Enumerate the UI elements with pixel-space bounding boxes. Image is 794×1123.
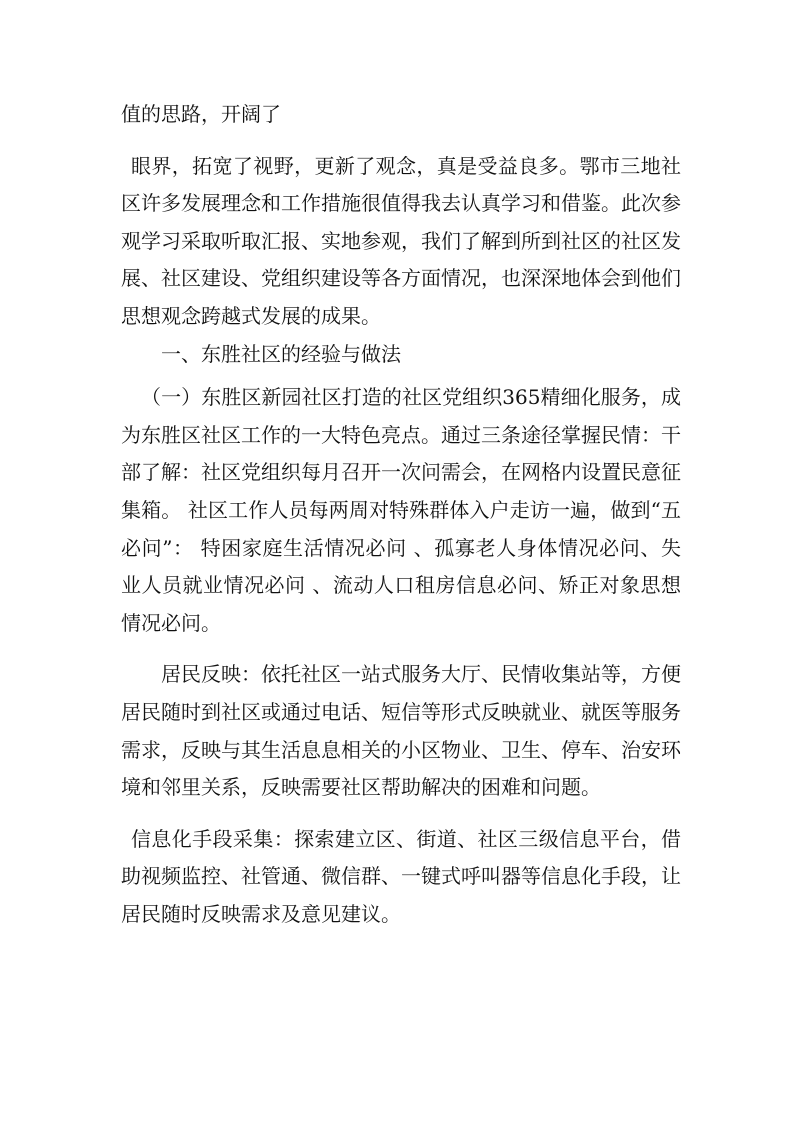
paragraph-continuation: 值的思路，开阔了	[121, 102, 281, 126]
paragraph-insights: 眼界，拓宽了视野，更新了观念，真是受益良多。鄂市三地社区许多发展理念和工作措施很值得我去认真学习和借鉴。此次参观学习采取听取汇报、实地参观，我们了解到所到社区的社区发展、社区建设、党组织建设等各方面情况，也深深地体会到他们思想观念跨越式发展的成果。	[121, 153, 681, 328]
document-body	[121, 96, 681, 933]
paragraph-information-collection: 信息化手段采集：探索建立区、街道、社区三级信息平台，借助视频监控、社管通、微信群、一键式呼叫器等信息化手段，让居民随时反映需求及意见建议。	[121, 826, 681, 926]
paragraph-xinyuan-service: （一）东胜区新园社区打造的社区党组织365精细化服务，成为东胜区社区工作的一大特色亮点。通过三条途径掌握民情：干部了解：社区党组织每月召开一次问需会，在网格内设置民意征集箱。 社区工作人员每两周对特殊群体入户走访一遍，做到“五必问”： 特困家庭生活情况必问 、孤寡老人身体情况必问、失业人员就业情况必问 、流动人口租房信息必问、矫正对象思想情况必问。	[121, 385, 681, 635]
section-heading-dongsheng: 一、东胜社区的经验与做法	[161, 341, 401, 366]
paragraph-resident-feedback: 居民反映：依托社区一站式服务大厅、民情收集站等，方便居民随时到社区或通过电话、短信等形式反映就业、就医等服务需求，反映与其生活息息相关的小区物业、卫生、停车、治安环境和邻里关系，反映需要社区帮助解决的困难和问题。	[121, 662, 681, 800]
